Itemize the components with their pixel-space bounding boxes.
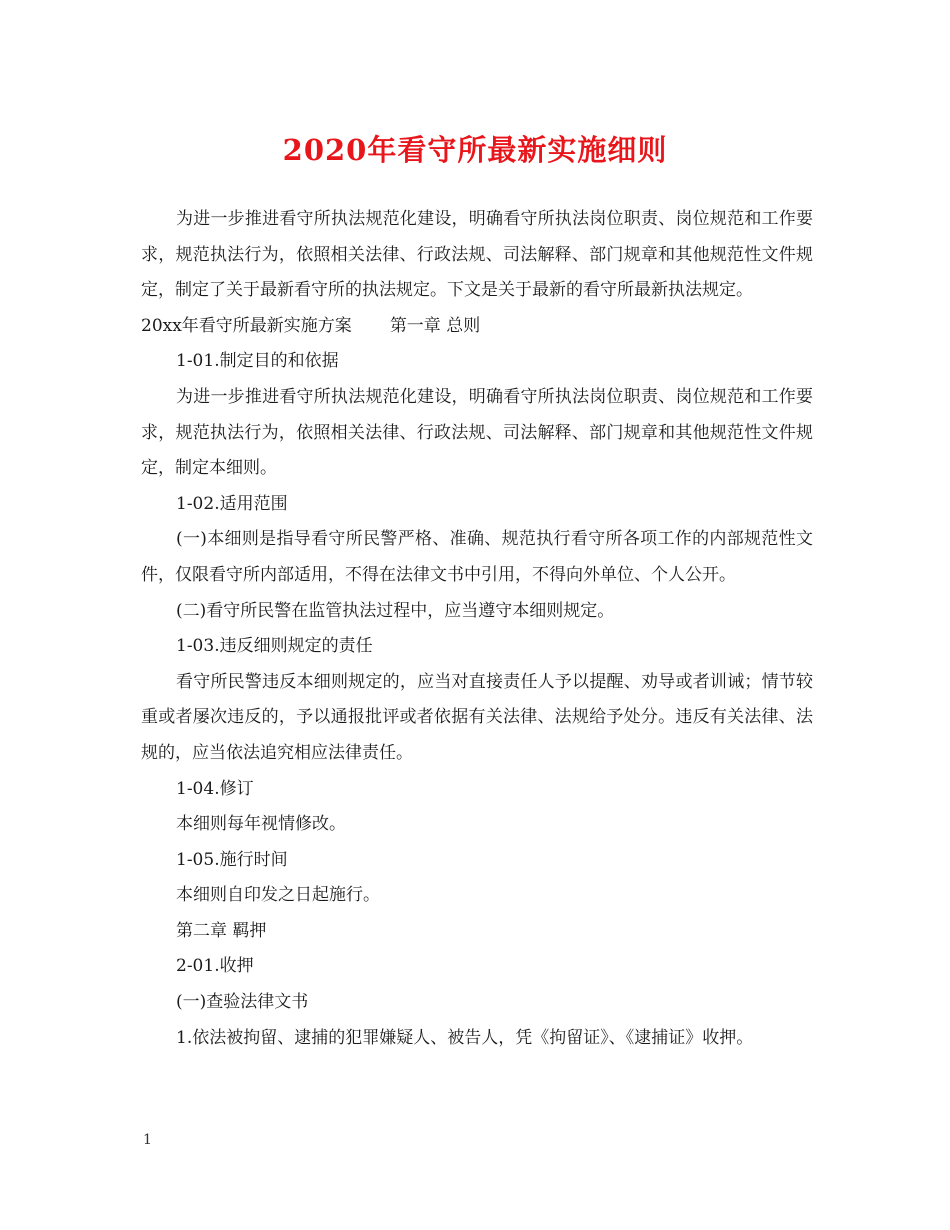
scheme-title: 20xx年看守所最新实施方案	[141, 315, 352, 336]
section-paragraph: 本细则每年视情修改。	[176, 814, 346, 835]
section-paragraph: 第二章 羁押	[176, 920, 267, 941]
section-paragraph: 2-01.收押	[176, 956, 254, 977]
section-paragraph: 1-03.违反细则规定的责任	[176, 636, 373, 657]
intro-paragraph: 为进一步推进看守所执法规范化建设，明确看守所执法岗位职责、岗位规范和工作要求，规范执法行为，依照相关法律、行政法规、司法解释、部门规章和其他规范性文件规定，制定了关于最新看守所的执法规定。下文是关于最新的看守所最新执法规定。	[141, 209, 813, 301]
chapter-one-heading: 第一章 总则	[389, 315, 481, 336]
section-paragraph: (一)查验法律文书	[176, 992, 309, 1013]
section-paragraph: (二)看守所民警在监管执法过程中，应当遵守本细则规定。	[176, 600, 615, 621]
scheme-line	[141, 309, 813, 345]
page-number: 1	[143, 1132, 152, 1148]
sections-container	[141, 344, 813, 1056]
section-paragraph: 1.依法被拘留、逮捕的犯罪嫌疑人、被告人，凭《拘留证》、《逮捕证》收押。	[176, 1027, 754, 1048]
document-title: 2020年看守所最新实施细则	[282, 133, 668, 167]
section-paragraph: 看守所民警违反本细则规定的，应当对直接责任人予以提醒、劝导或者训诫；情节较重或者屡次违反的，予以通报批评或者依据有关法律、法规给予处分。违反有关法律、法规的，应当依法追究相应法律责任。	[141, 671, 813, 763]
document-body	[141, 202, 813, 1056]
section-paragraph: 本细则自印发之日起施行。	[176, 885, 380, 906]
section-paragraph: (一)本细则是指导看守所民警严格、准确、规范执行看守所各项工作的内部规范性文件，仅限看守所内部适用，不得在法律文书中引用，不得向外单位、个人公开。	[141, 529, 813, 585]
section-paragraph: 1-04.修订	[176, 778, 254, 799]
section-paragraph: 为进一步推进看守所执法规范化建设，明确看守所执法岗位职责、岗位规范和工作要求，规范执法行为，依照相关法律、行政法规、司法解释、部门规章和其他规范性文件规定，制定本细则。	[141, 386, 813, 479]
section-paragraph: 1-02.适用范围	[176, 493, 288, 514]
section-paragraph: 1-01.制定目的和依据	[176, 351, 339, 372]
section-paragraph: 1-05.施行时间	[176, 849, 288, 870]
